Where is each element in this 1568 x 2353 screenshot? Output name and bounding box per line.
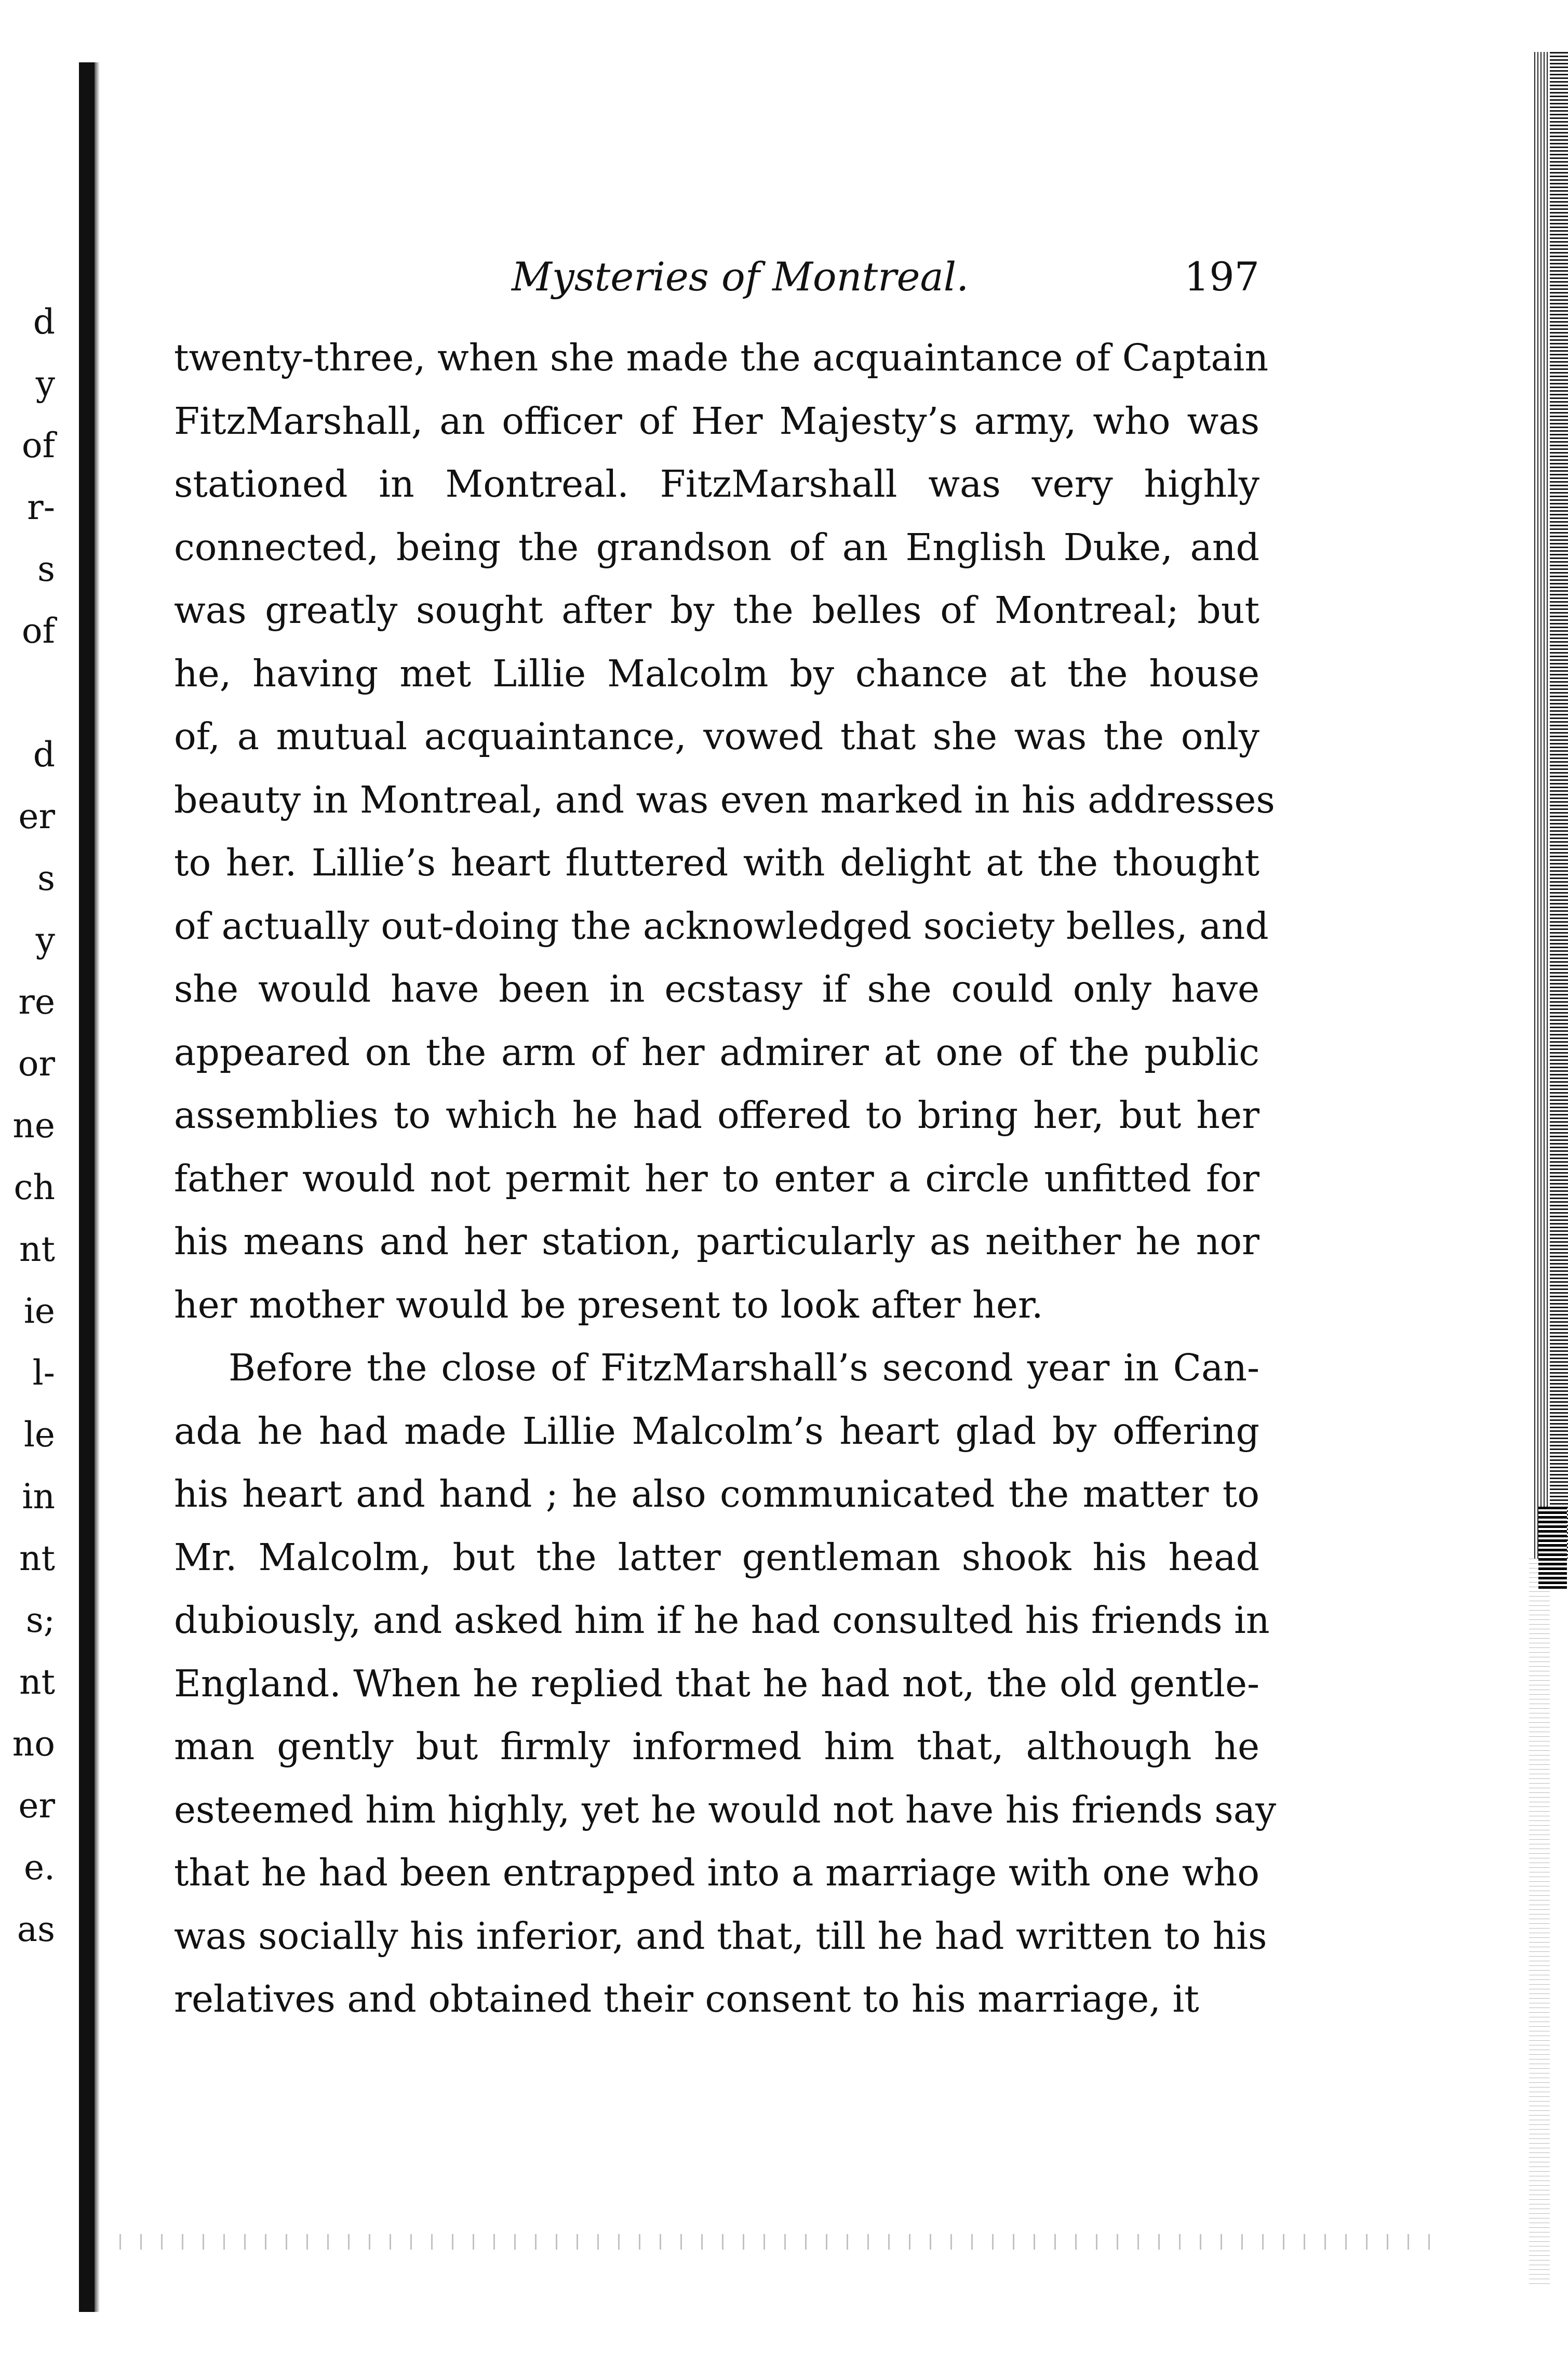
margin-fragment: ch [14,1167,55,1207]
text-line: FitzMarshall, an officer of Her Majesty’s army, who was [174,399,1259,443]
text-line: that he had been entrapped into a marriage with one who [174,1851,1259,1894]
text-line: assemblies to which he had offered to bring her, but her [174,1094,1259,1137]
margin-fragment: r- [27,487,55,527]
margin-fragment: l- [32,1353,55,1393]
text-line: father would not permit her to enter a circle unfitted for [174,1156,1259,1200]
margin-fragment: or [18,1044,55,1084]
text-line: twenty-three, when she made the acquaintance of Captain [174,336,1269,379]
text-line: Before the close of FitzMarshall’s second year in Can- [229,1346,1259,1389]
margin-fragment: y [35,364,55,404]
text-line: connected, being the grandson of an English Duke, and [174,525,1259,569]
text-line: esteemed him highly, yet he would not have his friends say [174,1788,1277,1831]
text-line: her mother would be present to look after her. [174,1283,1043,1326]
text-line: of actually out-doing the acknowledged society belles, and [174,904,1269,948]
text-line: ada he had made Lillie Malcolm’s heart glad by offering [174,1409,1259,1453]
running-title: Mysteries of Montreal. [512,254,969,300]
text-line: beauty in Montreal, and was even marked in his addresses [174,778,1275,821]
margin-fragment: s [37,858,55,898]
text-line: of, a mutual acquaintance, vowed that she was the only [174,715,1259,758]
text-line: relatives and obtained their consent to his marriage, it [174,1977,1199,2020]
page-header [174,248,1259,305]
margin-fragment: er [18,1786,55,1826]
margin-fragment: re [18,982,55,1022]
body-text [174,326,1277,2031]
margin-fragment: of [21,611,55,651]
margin-fragment: le [23,1415,55,1455]
text-line: appeared on the arm of her admirer at one of the public [174,1030,1259,1074]
margin-fragment: y [35,920,55,960]
page-number: 197 [1184,254,1259,300]
paragraph [174,1336,1277,2031]
margin-fragment: ie [23,1291,55,1331]
margin-fragment: nt [19,1538,55,1578]
text-line: Mr. Malcolm, but the latter gentleman shook his head [174,1535,1259,1579]
margin-fragment: no [12,1724,55,1764]
text-line: England. When he replied that he had not, the old gentle- [174,1661,1259,1705]
margin-fragment: d [33,735,55,775]
gutter-shadow [95,62,100,2312]
margin-fragment: ne [12,1106,55,1146]
margin-fragment: s; [25,1600,55,1640]
margin-fragment: in [22,1477,55,1517]
margin-fragment: as [17,1909,55,1949]
paragraph [174,326,1275,1336]
text-line: to her. Lillie’s heart fluttered with delight at the thought [174,841,1259,884]
margin-fragment: nt [19,1229,55,1269]
text-line: he, having met Lillie Malcolm by chance at the house [174,652,1259,695]
text-line: was socially his inferior, and that, till he had written to his [174,1914,1267,1958]
scan-noise [119,2234,1449,2250]
text-line: was greatly sought after by the belles of Montreal; but [174,589,1259,632]
text-line: his heart and hand ; he also communicated the matter to [174,1472,1259,1516]
text-line: his means and her station, particularly as neither he nor [174,1220,1259,1263]
margin-fragment: er [18,796,55,836]
facing-page-margin [0,291,62,1960]
book-gutter [79,62,95,2312]
text-line: dubiously, and asked him if he had consulted his friends in [174,1599,1270,1642]
text-line: she would have been in ecstasy if she could only have [174,967,1259,1011]
text-line: man gently but firmly informed him that, although he [174,1725,1259,1768]
margin-fragment: of [21,426,55,466]
margin-fragment: s [37,549,55,589]
margin-fragment: d [33,302,55,342]
scan-edge [1498,52,1568,2286]
scan-edge-band [1538,1507,1567,1590]
margin-fragment [0,662,62,724]
margin-fragment: nt [19,1662,55,1702]
margin-fragment: e. [23,1847,55,1887]
text-line: stationed in Montreal. FitzMarshall was very highly [174,462,1259,506]
